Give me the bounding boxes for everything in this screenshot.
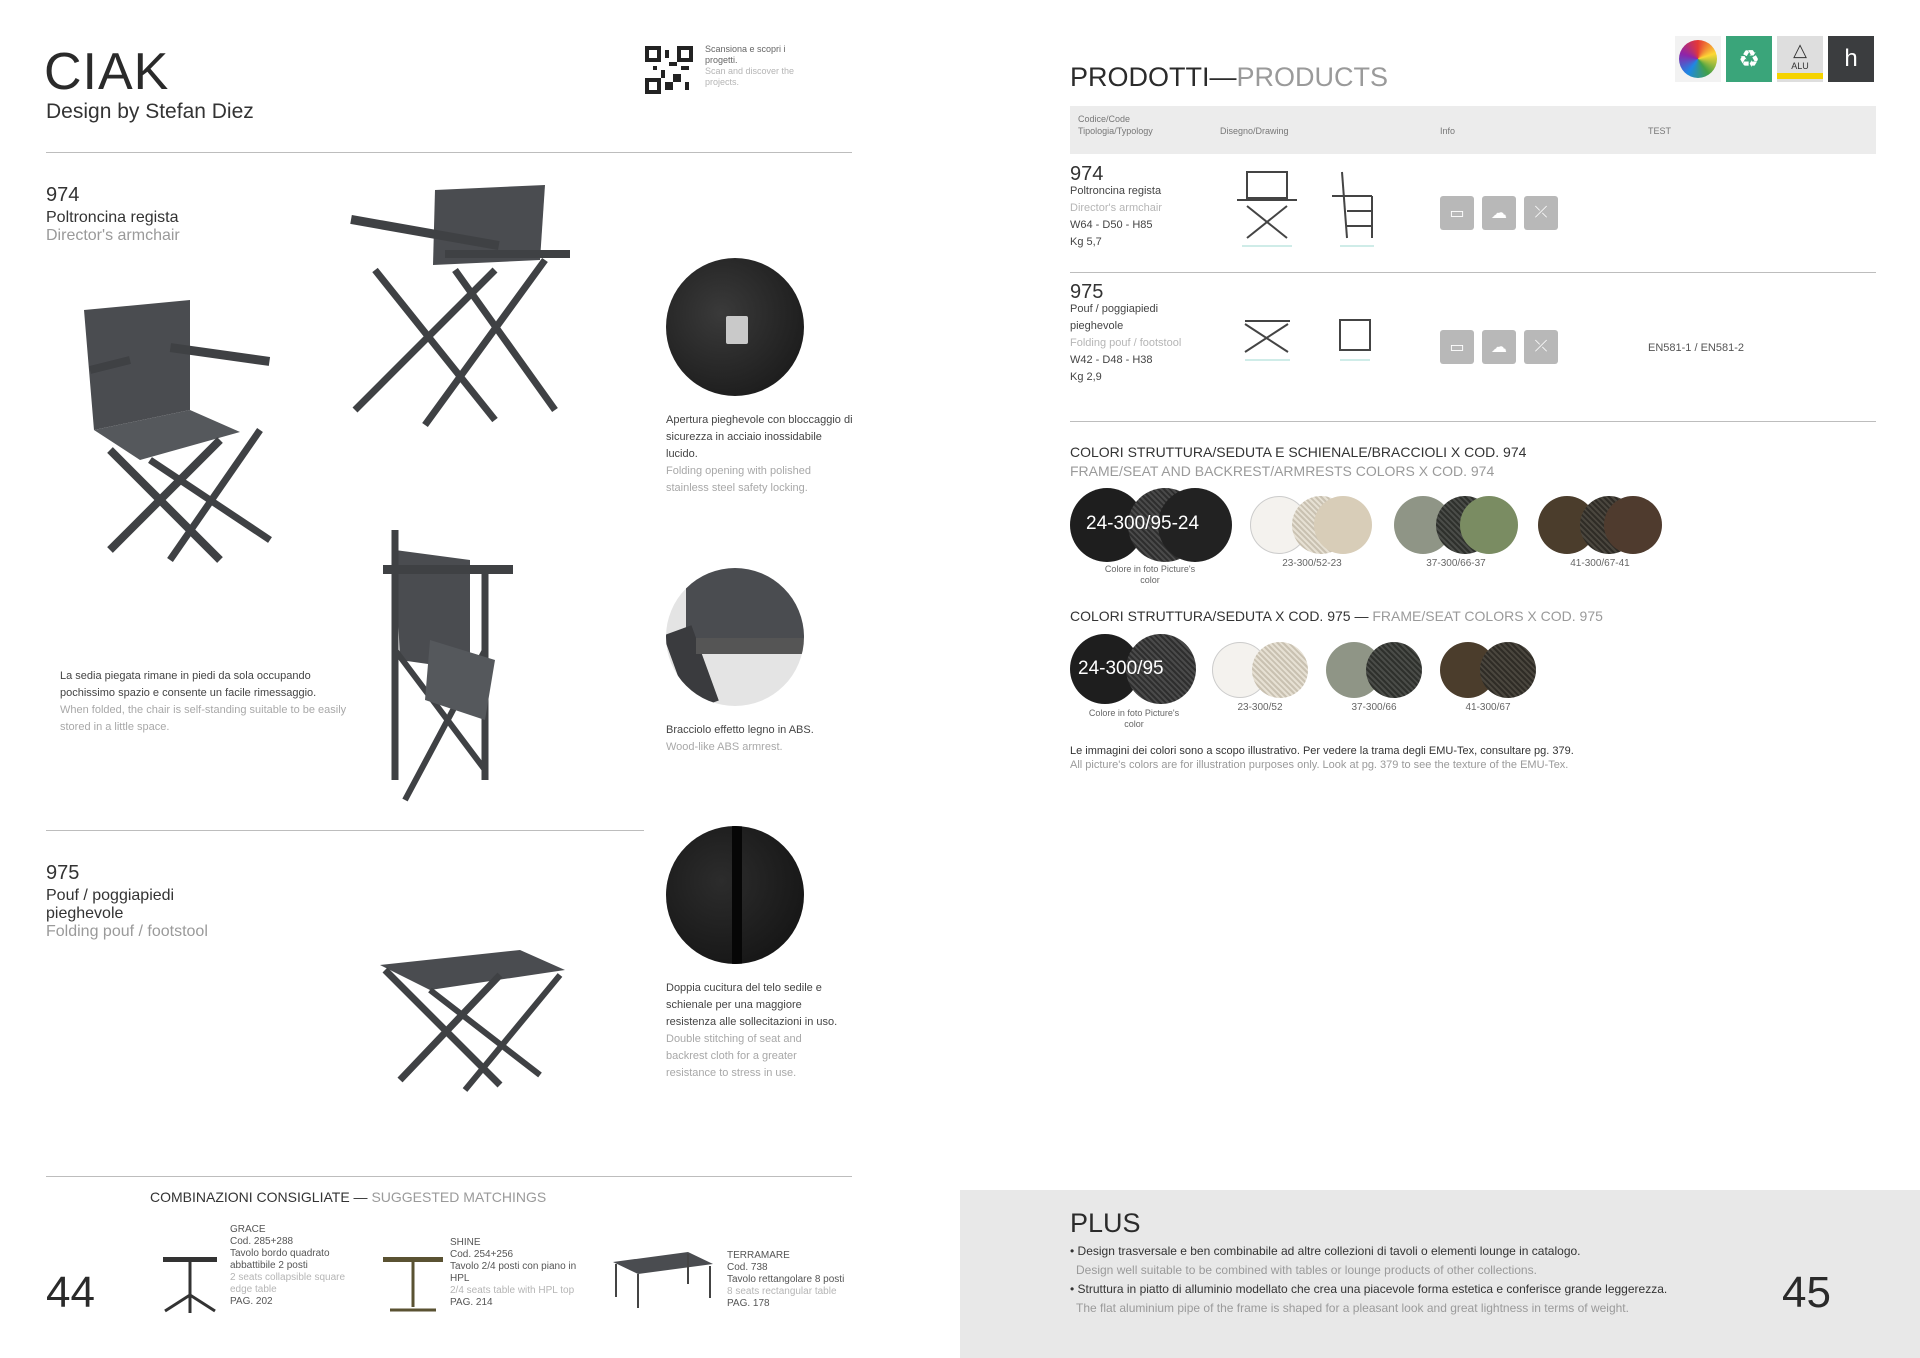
swatch-armrest[interactable] [1604, 496, 1662, 554]
drawing-974 [1222, 166, 1402, 254]
divider [46, 1176, 852, 1177]
matching-shine[interactable]: SHINE Cod. 254+256 Tavolo 2/4 posti con piano in HPL 2/4 seats table with HPL top PAG. 214 [450, 1237, 577, 1308]
page-number-left: 44 [46, 1268, 95, 1317]
plus-list: • Design trasversale e ben combinabile ad altre collezioni di tavoli o elementi lounge in catalogo. Design well suitable to be combined with tables or lounge products of other collections. • Struttura in piatto di alluminio modellato che crea una piacevole forma estetica e conferisce grande leggerezza. The flat aluminium pipe of the frame is shaped for a pleasant look and great lightness in terms of weight. [1070, 1244, 1668, 1315]
qr-caption: Scansiona e scopri i progetti. Scan and discover the projects. [705, 44, 795, 87]
recycle-icon: ♻ [1726, 36, 1772, 82]
swatch-armrest[interactable] [1314, 496, 1372, 554]
swatch-label: 41-300/67-41 [1570, 558, 1630, 569]
detail-armrest-image [666, 568, 804, 706]
detail-armrest-text: Bracciolo effetto legno in ABS. Wood-like ABS armrest. [666, 724, 814, 753]
detail-stitching-text: Doppia cucitura del telo sedile e schienale per una maggiore resistenza alle sollecitazioni in uso. Double stitching of seat and backrest cloth for a greater resistance to stress in use. [666, 982, 838, 1079]
aluminium-recycle-icon: △ ALU [1777, 36, 1823, 82]
matching-grace[interactable]: GRACE Cod. 285+288 Tavolo bordo quadrato abbattibile 2 posti 2 seats collapsible square edge table PAG. 202 [230, 1224, 346, 1307]
divider [1070, 272, 1876, 273]
swatch-label: 23-300/52-23 [1282, 558, 1342, 569]
outdoor-icon: ☁ [1482, 196, 1516, 230]
designer-credit: Design by Stefan Diez [46, 100, 254, 123]
drawing-975 [1240, 316, 1380, 372]
divider [46, 830, 644, 831]
swatch-overlay-label: 24-300/95 [1078, 658, 1164, 679]
picture-color-note: Colore in foto Picture's color [1104, 564, 1196, 585]
swatch-label: 37-300/66 [1351, 702, 1397, 713]
footstool-image [370, 945, 570, 1095]
test-standard: EN581-1 / EN581-2 [1648, 342, 1744, 354]
detail-lock-text: Apertura pieghevole con bloccaggio di sicurezza in acciaio inossidabile lucido. Folding opening with polished stainless steel safety locking. [666, 414, 853, 494]
page-number-right: 45 [1782, 1268, 1831, 1317]
divider [1070, 421, 1876, 422]
swatch-label: 23-300/52 [1237, 702, 1283, 713]
plus-panel [960, 1190, 1920, 1358]
stackable-icon: ▭ [1440, 330, 1474, 364]
folded-chair-image [375, 520, 515, 810]
armchair-back-image [345, 180, 575, 430]
colors-974-swatches [1070, 488, 1870, 598]
foldable-icon: ⤫ [1524, 330, 1558, 364]
swatch-seat[interactable] [1480, 642, 1536, 698]
products-heading: PRODOTTI—PRODUCTS [1070, 62, 1389, 92]
armchair-front-image [70, 290, 300, 570]
colors-975-heading: COLORI STRUTTURA/SEDUTA X COD. 975 — FRAME/SEAT COLORS X COD. 975 [1070, 608, 1603, 624]
swatch-armrest[interactable] [1460, 496, 1518, 554]
fold-note: La sedia piegata rimane in piedi da sola occupando pochissimo spazio e consente un facile rimessaggio. When folded, the chair is self-standing suitable to be easily stored in a little space. [60, 670, 347, 733]
swatch-seat[interactable] [1252, 642, 1308, 698]
picture-color-note: Colore in foto Picture's color [1088, 708, 1180, 729]
colors-974-heading: COLORI STRUTTURA/SEDUTA E SCHIENALE/BRACCIOLI X COD. 974 FRAME/SEAT AND BACKREST/ARMRESTS COLORS X COD. 974 [1070, 444, 1527, 479]
products-table-header: Codice/Code Tipologia/Typology Disegno/Drawing Info TEST [1070, 106, 1876, 154]
stackable-icon: ▭ [1440, 196, 1474, 230]
table-row-975: 975 Pouf / poggiapiedi pieghevole Folding pouf / footstool W42 - D48 - H38 Kg 2,9 [1070, 281, 1182, 383]
swatch-label: 41-300/67 [1465, 702, 1511, 713]
page-title: CIAK [44, 43, 170, 101]
detail-lock-image [666, 258, 804, 396]
product-974-label: 974 Poltroncina regista Director's armchair [46, 184, 180, 244]
colors-975-swatches [1070, 634, 1870, 734]
shine-table-image [378, 1255, 448, 1315]
qr-code[interactable] [645, 46, 693, 94]
plus-title: PLUS [1070, 1208, 1141, 1238]
swatch-overlay-label: 24-300/95-24 [1086, 513, 1200, 534]
swatch-label: 37-300/66-37 [1426, 558, 1486, 569]
table-row-974: 974 Poltroncina regista Director's armchair W64 - D50 - H85 Kg 5,7 [1070, 163, 1162, 248]
terramare-table-image [608, 1252, 718, 1312]
detail-stitching-image [666, 826, 804, 964]
color-disclaimer: Le immagini dei colori sono a scopo illustrativo. Per vedere la trama degli EMU-Tex, consultare pg. 379. All picture's colors are for illustration purposes only. Look at pg. 379 to see the texture of the EMU-Tex. [1070, 745, 1574, 771]
chair-category-icon: h [1828, 36, 1874, 82]
matching-terramare[interactable]: TERRAMARE Cod. 738 Tavolo rettangolare 8 posti 8 seats rectangular table PAG. 178 [727, 1250, 845, 1309]
outdoor-icon: ☁ [1482, 330, 1516, 364]
swatch-seat[interactable] [1366, 642, 1422, 698]
matchings-heading: COMBINAZIONI CONSIGLIATE — SUGGESTED MATCHINGS [150, 1189, 547, 1205]
grace-table-image [155, 1255, 225, 1315]
divider [46, 152, 852, 153]
foldable-icon: ⤫ [1524, 196, 1558, 230]
color-wheel-icon [1675, 36, 1721, 82]
product-975-label: 975 Pouf / poggiapiedi pieghevole Folding pouf / footstool [46, 862, 208, 940]
